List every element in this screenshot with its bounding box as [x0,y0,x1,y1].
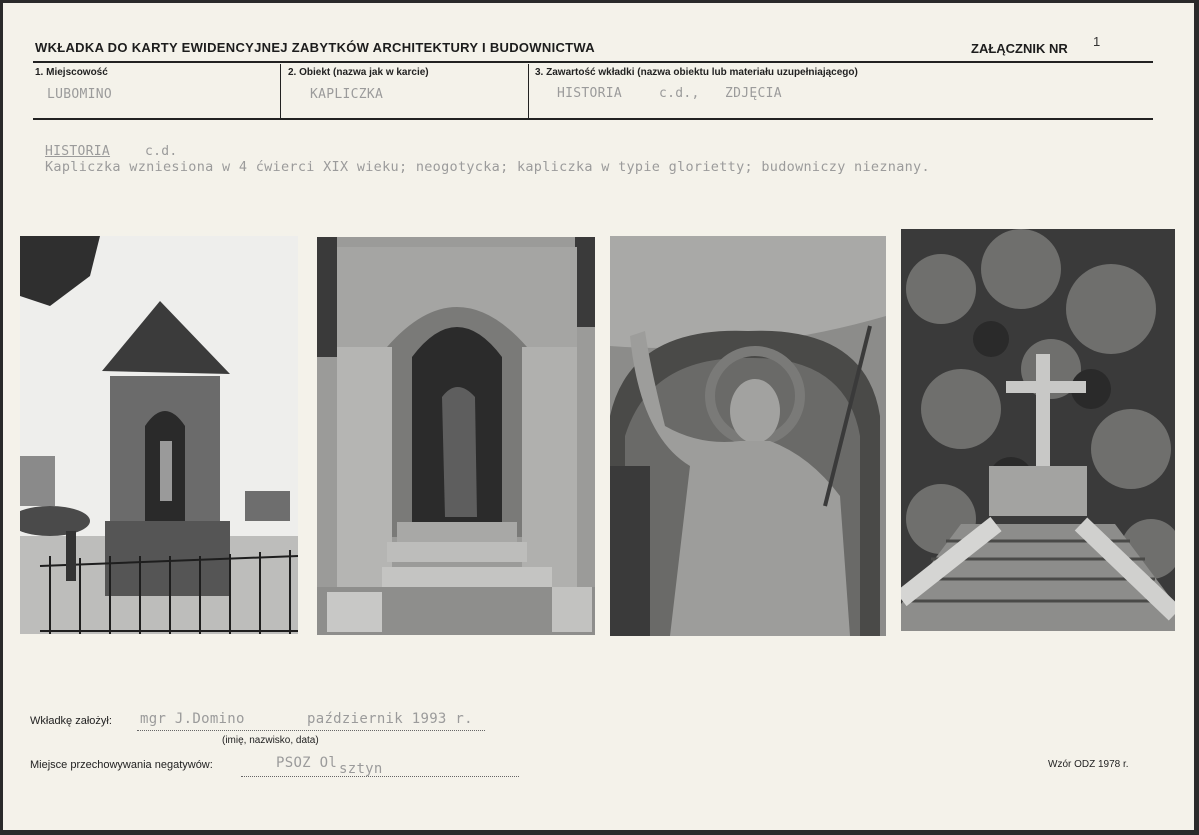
header-rule-top [33,61,1153,63]
history-cont: c.d. [145,144,178,159]
chapel-overview-image [20,236,298,634]
negatives-value-part2: sztyn [339,761,383,777]
locality-label: 1. Miejscowość [35,67,108,78]
annex-number: 1 [1093,34,1101,49]
locality-value: LUBOMINO [47,87,113,102]
roof-cross-image [901,229,1175,631]
founder-date: październik 1993 r. [307,711,473,727]
negatives-label: Miejsce przechowywania negatywów: [30,759,213,771]
history-heading: HISTORIA [45,144,111,159]
annex-label: ZAŁĄCZNIK NR [971,41,1068,56]
object-label: 2. Obiekt (nazwa jak w karcie) [288,67,429,78]
niche-statue-photo [317,237,595,635]
contents-label: 3. Zawartość wkładki (nazwa obiektu lub materiału uzupełniającego) [535,67,858,78]
niche-statue-image [317,237,595,635]
header-rule-bottom [33,118,1153,120]
history-text: Kapliczka wzniesiona w 4 ćwierci XIX wieku; neogotycka; kapliczka w typie glorietty; budowniczy nieznany. [45,159,930,175]
field-divider-1 [280,64,281,118]
field-divider-2 [528,64,529,118]
form-title: WKŁADKA DO KARTY EWIDENCYJNEJ ZABYTKÓW ARCHITEKTURY I BUDOWNICTWA [35,40,595,55]
contents-value-photos: ZDJĘCIA [725,86,782,101]
object-value: KAPLICZKA [310,87,384,102]
founder-hint: (imię, nazwisko, data) [222,735,319,746]
founder-line [137,730,485,731]
negatives-value-part1: PSOZ Ol [276,755,338,771]
founder-value: mgr J.Domino [140,711,245,727]
contents-value-history: HISTORIA [557,86,623,101]
christ-statue-closeup-photo [610,236,886,636]
form-code: Wzór ODZ 1978 r. [1048,759,1129,770]
chapel-overview-photo [20,236,298,634]
roof-cross-photo [901,229,1175,631]
negatives-line [241,776,519,777]
record-sheet [3,3,1194,830]
founder-label: Wkładkę założył: [30,715,112,727]
christ-statue-image [610,236,886,636]
contents-value-cont: c.d., [659,86,700,101]
